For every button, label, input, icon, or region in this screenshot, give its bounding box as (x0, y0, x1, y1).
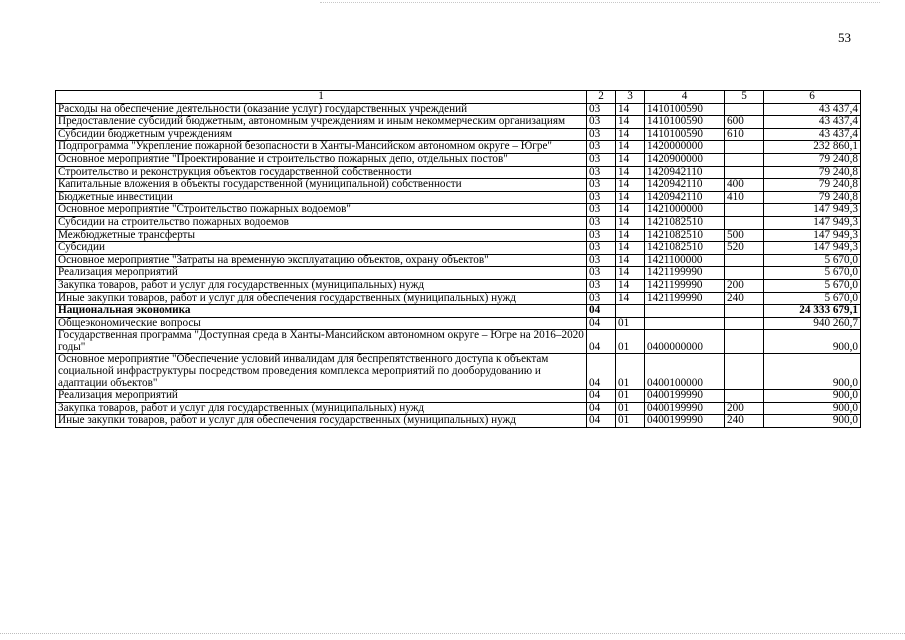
row-expense-type (725, 390, 764, 403)
row-name: Межбюджетные трансферты (56, 229, 587, 242)
row-amount: 43 437,4 (764, 116, 861, 129)
row-name: Реализация мероприятий (56, 267, 587, 280)
table-row (56, 179, 861, 192)
table-row (56, 216, 861, 229)
row-subsection: 01 (616, 402, 645, 415)
row-amount: 79 240,8 (764, 179, 861, 192)
row-target-article: 1420942110 (645, 179, 725, 192)
row-subsection (616, 305, 645, 318)
table-row (56, 415, 861, 428)
row-expense-type (725, 267, 764, 280)
row-amount: 147 949,3 (764, 242, 861, 255)
row-target-article: 1421000000 (645, 204, 725, 217)
row-subsection: 14 (616, 191, 645, 204)
row-subsection: 01 (616, 354, 645, 390)
row-target-article (645, 305, 725, 318)
row-target-article: 1410100590 (645, 128, 725, 141)
header-col-3: 3 (616, 91, 645, 104)
row-subsection: 01 (616, 317, 645, 330)
row-subsection: 14 (616, 242, 645, 255)
table-row (56, 153, 861, 166)
row-name: Строительство и реконструкция объектов государственной собственности (56, 166, 587, 179)
row-target-article: 0400199990 (645, 402, 725, 415)
row-subsection: 14 (616, 116, 645, 129)
row-amount: 900,0 (764, 354, 861, 390)
row-name: Предоставление субсидий бюджетным, автономным учреждениям и иным некоммерческим организациям (56, 116, 587, 129)
row-amount: 900,0 (764, 330, 861, 354)
row-amount: 79 240,8 (764, 153, 861, 166)
row-amount: 5 670,0 (764, 279, 861, 292)
row-amount: 147 949,3 (764, 229, 861, 242)
row-target-article: 1420942110 (645, 191, 725, 204)
row-amount: 900,0 (764, 390, 861, 403)
row-name: Субсидии бюджетным учреждениям (56, 128, 587, 141)
row-name: Закупка товаров, работ и услуг для государственных (муниципальных) нужд (56, 402, 587, 415)
row-name: Основное мероприятие "Обеспечение условий инвалидам для беспрепятственного доступа к объектам социальной инфраструктуры посредством проведения комплекса мероприятий по дооборудованию и адаптации объектов" (56, 354, 587, 390)
row-amount: 5 670,0 (764, 292, 861, 305)
table-row (56, 330, 861, 354)
row-section: 04 (587, 305, 616, 318)
row-section: 04 (587, 390, 616, 403)
table-row (56, 402, 861, 415)
row-target-article: 1421199990 (645, 292, 725, 305)
row-name: Капитальные вложения в объекты государственной (муниципальной) собственности (56, 179, 587, 192)
row-subsection: 14 (616, 267, 645, 280)
table-row (56, 317, 861, 330)
row-section: 03 (587, 153, 616, 166)
table-row (56, 229, 861, 242)
table-row (56, 141, 861, 154)
table-row (56, 254, 861, 267)
row-expense-type: 400 (725, 179, 764, 192)
row-amount: 43 437,4 (764, 128, 861, 141)
row-section: 03 (587, 166, 616, 179)
table-row (56, 305, 861, 318)
row-target-article: 0400000000 (645, 330, 725, 354)
row-expense-type: 520 (725, 242, 764, 255)
row-target-article: 1421082510 (645, 216, 725, 229)
scan-artifact-bottom (0, 633, 905, 635)
row-name: Государственная программа "Доступная среда в Ханты-Мансийском автономном округе – Югре на 2016–2020 годы" (56, 330, 587, 354)
row-subsection: 14 (616, 179, 645, 192)
row-target-article: 1421199990 (645, 267, 725, 280)
row-expense-type (725, 153, 764, 166)
row-expense-type: 500 (725, 229, 764, 242)
table-body (56, 103, 861, 427)
row-target-article: 1421082510 (645, 242, 725, 255)
table-row (56, 354, 861, 390)
row-section: 04 (587, 402, 616, 415)
row-name: Подпрограмма "Укрепление пожарной безопасности в Ханты-Мансийском автономном округе – Югре" (56, 141, 587, 154)
table-row (56, 267, 861, 280)
row-expense-type (725, 103, 764, 116)
row-section: 03 (587, 254, 616, 267)
row-section: 03 (587, 103, 616, 116)
row-subsection: 14 (616, 166, 645, 179)
row-section: 04 (587, 330, 616, 354)
row-expense-type: 600 (725, 116, 764, 129)
table-row (56, 292, 861, 305)
row-target-article: 1420000000 (645, 141, 725, 154)
row-amount: 147 949,3 (764, 216, 861, 229)
row-section: 04 (587, 354, 616, 390)
row-target-article: 1421100000 (645, 254, 725, 267)
row-name: Национальная экономика (56, 305, 587, 318)
row-target-article: 0400199990 (645, 415, 725, 428)
row-name: Основное мероприятие "Затраты на временную эксплуатацию объектов, охрану объектов" (56, 254, 587, 267)
row-amount: 232 860,1 (764, 141, 861, 154)
header-row (56, 91, 861, 104)
row-target-article: 0400100000 (645, 354, 725, 390)
row-expense-type: 240 (725, 415, 764, 428)
row-name: Иные закупки товаров, работ и услуг для обеспечения государственных (муниципальных) нужд (56, 415, 587, 428)
row-amount: 900,0 (764, 402, 861, 415)
row-name: Основное мероприятие "Строительство пожарных водоемов" (56, 204, 587, 217)
table-row (56, 191, 861, 204)
row-section: 03 (587, 116, 616, 129)
scan-artifact-top (320, 2, 880, 4)
row-subsection: 14 (616, 216, 645, 229)
row-section: 03 (587, 242, 616, 255)
row-expense-type: 200 (725, 279, 764, 292)
row-name: Субсидии (56, 242, 587, 255)
row-section: 03 (587, 128, 616, 141)
table-row (56, 116, 861, 129)
row-section: 03 (587, 179, 616, 192)
row-amount: 147 949,3 (764, 204, 861, 217)
row-expense-type: 200 (725, 402, 764, 415)
row-name: Иные закупки товаров, работ и услуг для обеспечения государственных (муниципальных) нужд (56, 292, 587, 305)
row-expense-type (725, 216, 764, 229)
table-row (56, 390, 861, 403)
row-expense-type (725, 166, 764, 179)
table-header (56, 91, 861, 104)
row-target-article: 1421199990 (645, 279, 725, 292)
row-amount: 79 240,8 (764, 191, 861, 204)
row-subsection: 14 (616, 153, 645, 166)
row-name: Расходы на обеспечение деятельности (оказание услуг) государственных учреждений (56, 103, 587, 116)
table-row (56, 103, 861, 116)
row-expense-type: 240 (725, 292, 764, 305)
budget-table (55, 90, 861, 428)
row-subsection: 14 (616, 128, 645, 141)
row-target-article: 0400199990 (645, 390, 725, 403)
row-expense-type (725, 141, 764, 154)
row-expense-type (725, 204, 764, 217)
header-col-1: 1 (56, 91, 587, 104)
table-row (56, 242, 861, 255)
row-section: 04 (587, 415, 616, 428)
row-amount: 5 670,0 (764, 254, 861, 267)
row-name: Общеэкономические вопросы (56, 317, 587, 330)
header-col-4: 4 (645, 91, 725, 104)
row-target-article: 1420942110 (645, 166, 725, 179)
row-amount: 24 333 679,1 (764, 305, 861, 318)
row-subsection: 14 (616, 204, 645, 217)
row-section: 03 (587, 279, 616, 292)
row-expense-type (725, 330, 764, 354)
row-target-article: 1410100590 (645, 103, 725, 116)
row-subsection: 01 (616, 330, 645, 354)
table-row (56, 128, 861, 141)
row-expense-type (725, 305, 764, 318)
row-subsection: 14 (616, 229, 645, 242)
row-expense-type (725, 354, 764, 390)
header-col-2: 2 (587, 91, 616, 104)
row-target-article (645, 317, 725, 330)
row-target-article: 1420900000 (645, 153, 725, 166)
row-amount: 940 260,7 (764, 317, 861, 330)
row-name: Основное мероприятие "Проектирование и строительство пожарных депо, отдельных постов" (56, 153, 587, 166)
page-number: 53 (838, 30, 851, 45)
row-section: 03 (587, 204, 616, 217)
row-name: Субсидии на строительство пожарных водоемов (56, 216, 587, 229)
row-expense-type: 610 (725, 128, 764, 141)
row-subsection: 14 (616, 279, 645, 292)
table-row (56, 279, 861, 292)
row-name: Закупка товаров, работ и услуг для государственных (муниципальных) нужд (56, 279, 587, 292)
row-section: 03 (587, 267, 616, 280)
row-section: 03 (587, 216, 616, 229)
row-subsection: 14 (616, 254, 645, 267)
row-target-article: 1421082510 (645, 229, 725, 242)
row-section: 04 (587, 317, 616, 330)
header-col-5: 5 (725, 91, 764, 104)
table-row (56, 166, 861, 179)
row-target-article: 1410100590 (645, 116, 725, 129)
row-subsection: 01 (616, 390, 645, 403)
table-row (56, 204, 861, 217)
row-section: 03 (587, 141, 616, 154)
row-subsection: 01 (616, 415, 645, 428)
row-name: Реализация мероприятий (56, 390, 587, 403)
row-section: 03 (587, 191, 616, 204)
header-col-6: 6 (764, 91, 861, 104)
row-subsection: 14 (616, 292, 645, 305)
row-section: 03 (587, 229, 616, 242)
row-amount: 43 437,4 (764, 103, 861, 116)
row-subsection: 14 (616, 103, 645, 116)
row-expense-type: 410 (725, 191, 764, 204)
row-expense-type (725, 317, 764, 330)
row-section: 03 (587, 292, 616, 305)
row-amount: 900,0 (764, 415, 861, 428)
row-expense-type (725, 254, 764, 267)
row-amount: 5 670,0 (764, 267, 861, 280)
row-amount: 79 240,8 (764, 166, 861, 179)
row-subsection: 14 (616, 141, 645, 154)
row-name: Бюджетные инвестиции (56, 191, 587, 204)
